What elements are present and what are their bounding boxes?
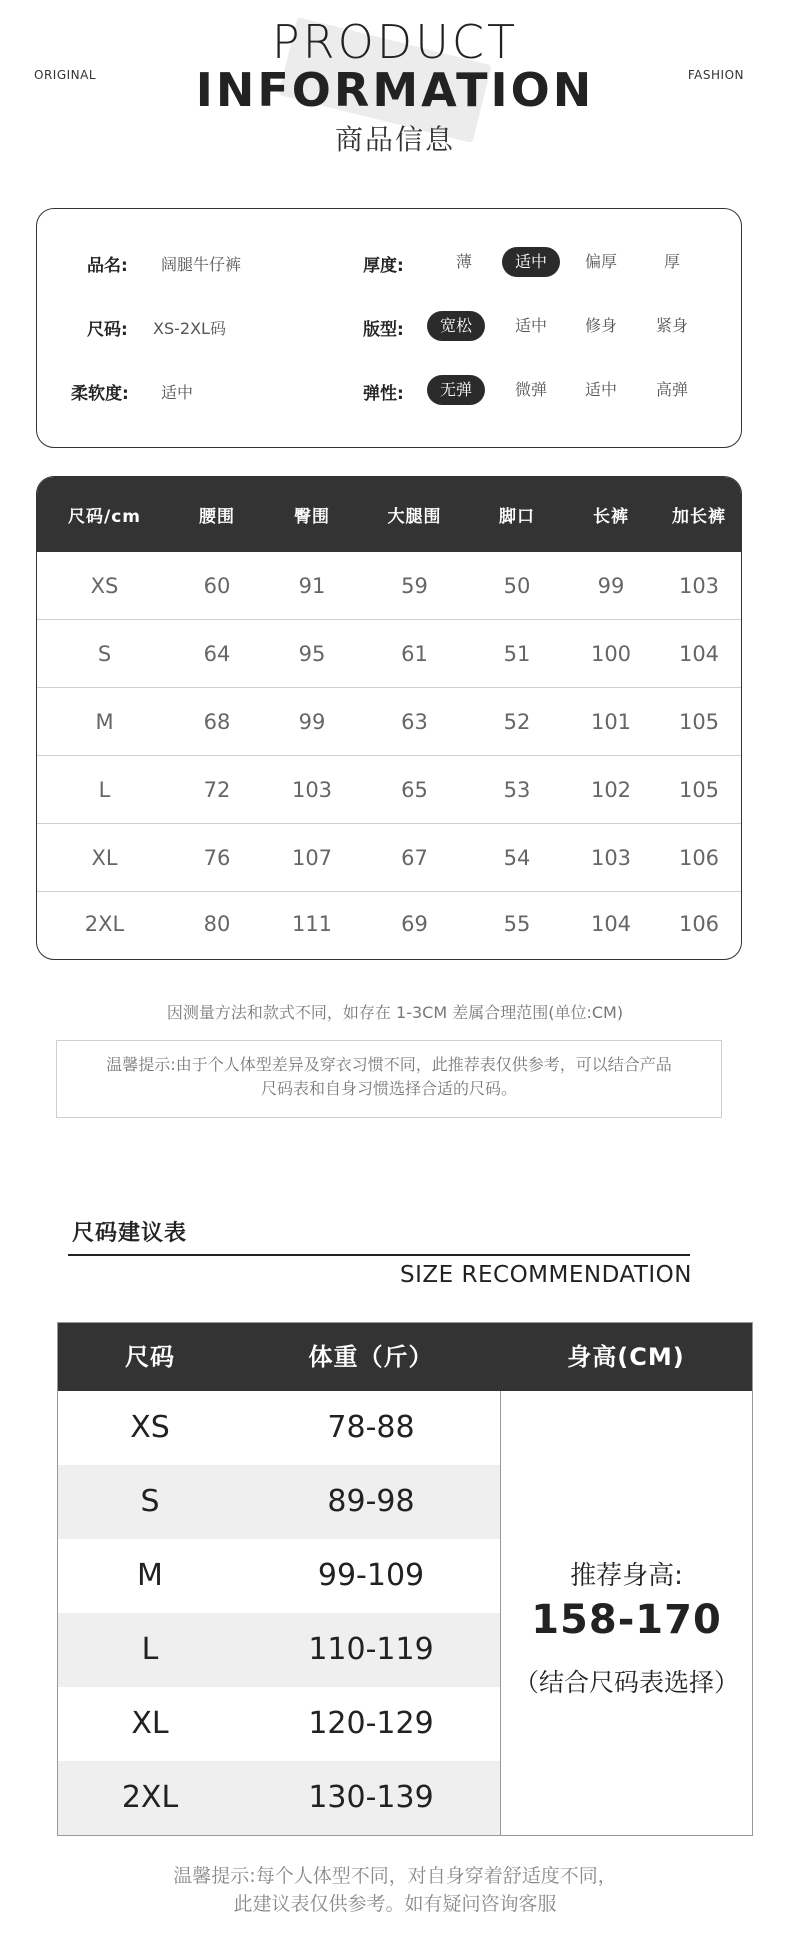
elastic-option-none: 无弹 xyxy=(427,375,485,405)
recommendation-weight: 130-139 xyxy=(308,1780,434,1815)
table-cell: 111 xyxy=(291,912,333,936)
table-cell: 51 xyxy=(503,641,531,666)
elastic-option-medium: 适中 xyxy=(584,380,617,399)
size-chart-table xyxy=(36,476,742,960)
table-cell: 67 xyxy=(401,845,428,870)
recommended-height-value: 158-170 xyxy=(531,1597,722,1643)
table-cell: 63 xyxy=(401,709,428,734)
tip-line: 尺码表和自身习惯选择合适的尺码。 xyxy=(260,1079,517,1098)
bottom-tip xyxy=(0,1862,790,1918)
table-cell: 100 xyxy=(590,641,632,666)
table-cell: 105 xyxy=(678,777,720,802)
table-cell: 68 xyxy=(203,709,231,734)
header-title-line2: INFORMATION xyxy=(195,63,595,117)
header-right-label: FASHION xyxy=(687,68,744,82)
size-chart-header-cell: 臀围 xyxy=(294,507,330,527)
size-chart-header-cell: 腰围 xyxy=(199,507,235,527)
measurement-note: 因测量方法和款式不同，如存在 1-3CM 差属合理范围(单位:CM) xyxy=(166,1003,624,1022)
table-cell: 53 xyxy=(503,777,531,802)
recommendation-weight: 99-109 xyxy=(317,1558,425,1593)
elastic-label: 弹性: xyxy=(363,384,404,404)
elastic-option-high: 高弹 xyxy=(655,380,688,399)
size-chart-header-cell: 尺码/cm xyxy=(68,507,141,527)
table-cell: 103 xyxy=(590,845,632,870)
recommendation-header-cell: 身高(CM) xyxy=(567,1343,685,1371)
size-value: XS-2XL码 xyxy=(153,319,226,338)
header-subtitle: 商品信息 xyxy=(334,123,455,156)
thickness-label: 厚度: xyxy=(363,256,404,276)
recommendation-size: L xyxy=(141,1632,159,1667)
thickness-option-medium: 适中 xyxy=(502,247,560,277)
table-cell: 104 xyxy=(678,641,720,666)
size-chart-header-cell: 脚口 xyxy=(499,507,535,527)
table-row xyxy=(37,620,742,688)
table-cell: L xyxy=(98,777,111,802)
table-row xyxy=(58,1465,500,1539)
tip-line: 温馨提示:由于个人体型差异及穿衣习惯不同，此推荐表仅供参考，可以结合产品 xyxy=(106,1055,672,1074)
thickness-option-thickish: 偏厚 xyxy=(584,252,617,271)
table-row xyxy=(37,688,742,756)
recommendation-divider xyxy=(68,1254,690,1256)
softness-value: 适中 xyxy=(161,383,194,402)
table-cell: 104 xyxy=(590,912,632,936)
softness-label: 柔软度: xyxy=(71,384,129,404)
table-cell: 2XL xyxy=(84,912,125,936)
tip-box xyxy=(56,1040,722,1118)
size-label: 尺码: xyxy=(87,320,128,340)
name-value: 阔腿牛仔裤 xyxy=(161,255,242,274)
table-cell: 102 xyxy=(590,777,632,802)
table-cell: 65 xyxy=(401,777,428,802)
table-cell: XS xyxy=(90,573,119,598)
recommendation-size: M xyxy=(137,1558,163,1593)
table-row xyxy=(58,1761,500,1835)
fit-label: 版型: xyxy=(363,320,404,340)
table-cell: 61 xyxy=(401,641,428,666)
table-row xyxy=(58,1687,500,1761)
table-row xyxy=(58,1391,500,1465)
table-cell: 99 xyxy=(298,709,326,734)
size-chart-header-cell: 加长裤 xyxy=(672,507,726,527)
table-cell: 99 xyxy=(597,573,625,598)
thickness-option-thin: 薄 xyxy=(455,252,472,271)
table-cell: 107 xyxy=(291,845,333,870)
recommended-height-label: 推荐身高: xyxy=(570,1561,683,1591)
bottom-tip-line: 温馨提示:每个人体型不同，对自身穿着舒适度不同， xyxy=(173,1865,617,1887)
recommendation-weight: 120-129 xyxy=(308,1706,434,1741)
fit-option-tight: 紧身 xyxy=(655,316,688,335)
table-cell: 76 xyxy=(203,845,231,870)
table-cell: 50 xyxy=(503,573,531,598)
table-row xyxy=(37,756,742,824)
table-row xyxy=(58,1539,500,1613)
table-cell: S xyxy=(97,641,112,666)
header-title-line1: PRODUCT xyxy=(271,15,519,69)
recommended-height-note: （结合尺码表选择） xyxy=(513,1668,739,1697)
table-row xyxy=(37,892,742,956)
table-cell: 91 xyxy=(298,573,326,598)
thickness-option-thick: 厚 xyxy=(663,252,680,271)
fit-option-slim: 修身 xyxy=(584,316,617,335)
fit-option-loose: 宽松 xyxy=(427,311,485,341)
recommendation-weight: 78-88 xyxy=(327,1410,415,1445)
recommendation-header xyxy=(58,1323,752,1391)
recommendation-title: 尺码建议表 xyxy=(72,1221,188,1246)
size-chart-header-cell: 大腿围 xyxy=(387,507,442,527)
table-cell: 64 xyxy=(203,641,231,666)
recommendation-header-cell: 体重（斤） xyxy=(308,1343,434,1371)
product-info-header xyxy=(0,0,790,170)
table-row xyxy=(37,824,742,892)
recommendation-title-en: SIZE RECOMMENDATION xyxy=(400,1262,692,1288)
table-cell: M xyxy=(95,709,114,734)
recommendation-size: S xyxy=(140,1484,160,1519)
table-cell: 54 xyxy=(503,845,531,870)
recommendation-header-cell: 尺码 xyxy=(125,1343,175,1371)
fit-option-regular: 适中 xyxy=(514,316,547,335)
table-cell: 55 xyxy=(503,912,531,936)
table-cell: 59 xyxy=(401,573,428,598)
table-row xyxy=(58,1613,500,1687)
table-row xyxy=(37,552,742,620)
size-chart-header xyxy=(37,477,742,552)
name-label: 品名: xyxy=(87,256,128,276)
table-cell: 101 xyxy=(590,709,632,734)
product-attributes-box xyxy=(36,208,742,448)
size-chart-header-cell: 长裤 xyxy=(593,507,629,527)
table-cell: 95 xyxy=(298,641,326,666)
table-cell: 103 xyxy=(291,777,333,802)
table-cell: XL xyxy=(91,845,118,870)
recommendation-weight: 110-119 xyxy=(308,1632,434,1667)
recommendation-size: 2XL xyxy=(121,1780,179,1815)
recommendation-weight: 89-98 xyxy=(327,1484,415,1519)
recommendation-size: XL xyxy=(131,1706,169,1741)
recommendation-size: XS xyxy=(130,1410,170,1445)
elastic-option-slight: 微弹 xyxy=(514,380,547,399)
table-cell: 106 xyxy=(678,912,720,936)
table-cell: 52 xyxy=(503,709,531,734)
table-cell: 60 xyxy=(203,573,231,598)
table-cell: 103 xyxy=(678,573,720,598)
table-cell: 80 xyxy=(203,912,231,936)
bottom-tip-line: 此建议表仅供参考。如有疑问咨询客服 xyxy=(233,1893,557,1915)
recommendation-table xyxy=(57,1322,753,1836)
table-cell: 72 xyxy=(203,777,231,802)
header-left-label: ORIGINAL xyxy=(34,68,97,82)
recommended-height-cell xyxy=(501,1391,752,1835)
table-cell: 69 xyxy=(401,912,428,936)
table-cell: 105 xyxy=(678,709,720,734)
table-cell: 106 xyxy=(678,845,720,870)
